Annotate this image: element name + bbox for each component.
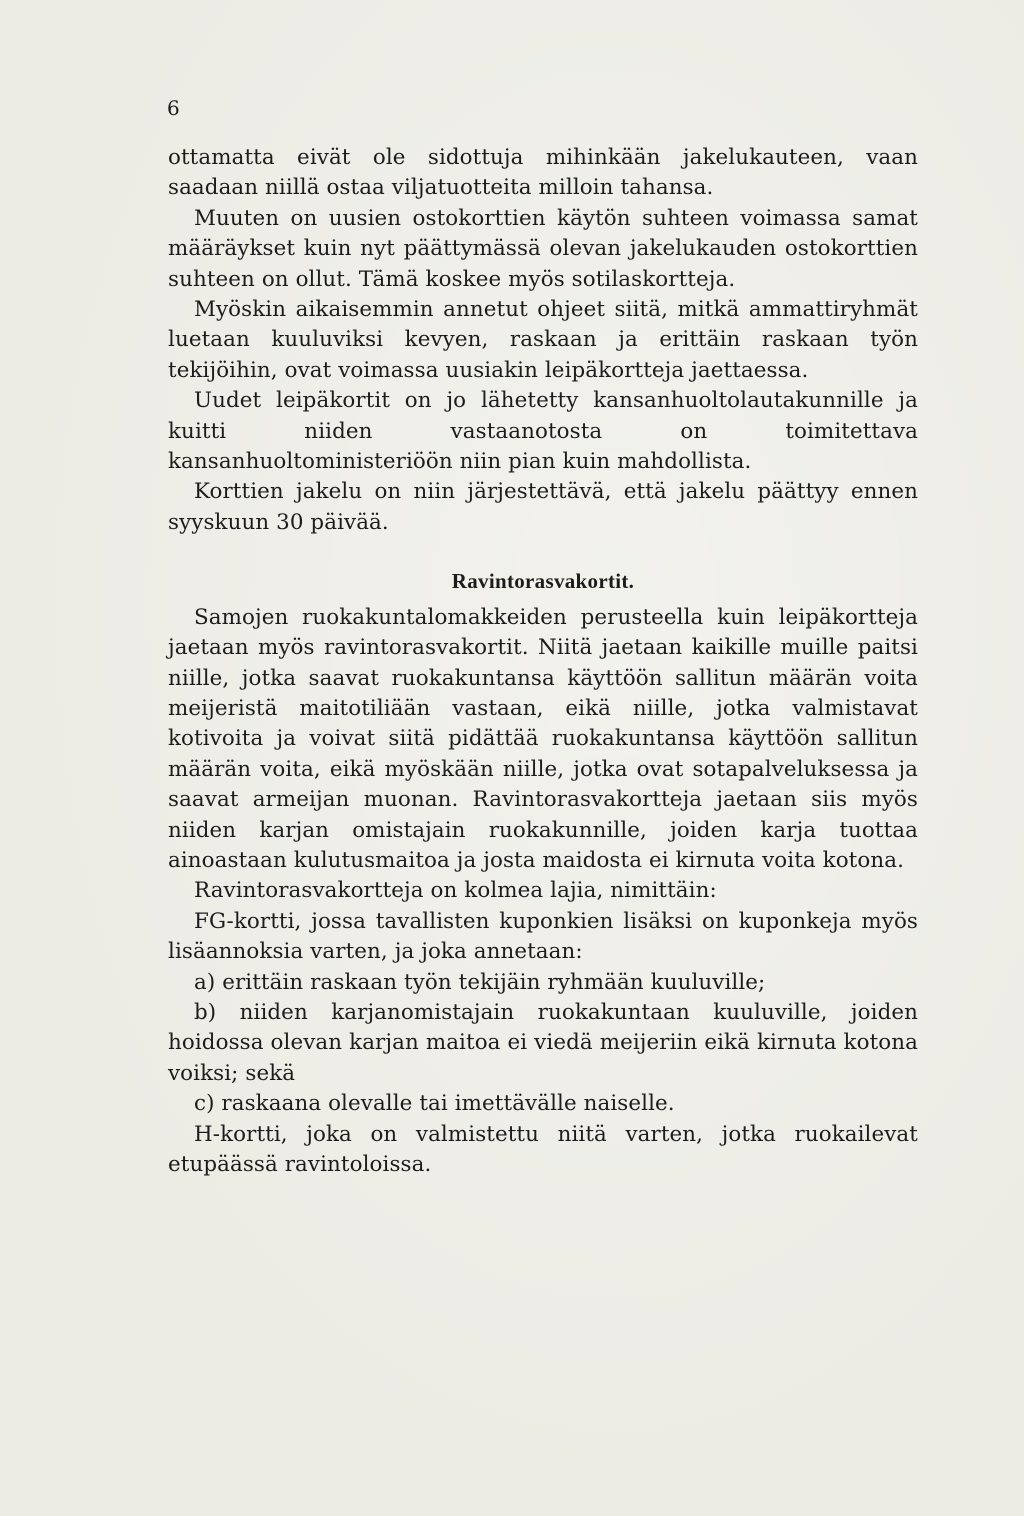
section-heading: Ravintorasvakortit. <box>451 569 635 594</box>
paragraph: Ravintorasvakortteja on kolmea lajia, nimittäin: <box>194 878 717 904</box>
paragraph: Samojen ruokakuntalomakkeiden perusteella kuin leipäkortteja jaetaan myös ravintorasvakortit. Niitä jaetaan kaikille muille paitsi niille, jotka saavat ruokakuntansa käyttöön sallitun määrän voita meijeristä maitotiliään vastaan, eikä niille, jotka valmistavat kotivoita ja voivat siitä pidättää ruokakuntansa käyttöön sallitun määrän voita, eikä myöskään niille, jotka ovat sotapalveluksessa ja saavat armeijan muonan. Ravintorasvakortteja jaetaan siis myös niiden karjan omistajain ruokakunnille, joiden karja tuottaa ainoastaan kulutusmaitoa ja josta maidosta ei kirnuta voita kotona. <box>168 604 918 873</box>
paragraph: Myöskin aikaisemmin annetut ohjeet siitä, mitkä ammattiryhmät luetaan kuuluviksi kevyen, raskaan ja erittäin raskaan työn tekijöihin, ovat voimassa uusiakin leipäkortteja jaettaessa. <box>168 297 918 383</box>
paragraph: FG-kortti, jossa tavallisten kuponkien lisäksi on kuponkeja myös lisäannoksia varten, ja joka annetaan: <box>168 908 918 965</box>
page-number: 6 <box>167 96 180 120</box>
list-item: c) raskaana olevalle tai imettävälle naiselle. <box>194 1091 675 1117</box>
paragraph: ottamatta eivät ole sidottuja mihinkään jakelukauteen, vaan saadaan niillä ostaa viljatuotteita milloin tahansa. <box>168 145 918 201</box>
paragraph: Muuten on uusien ostokorttien käytön suhteen voimassa samat määräykset kuin nyt päättymässä olevan jakelukauden ostokorttien suhteen on ollut. Tämä koskee myös sotilaskortteja. <box>168 205 918 292</box>
paragraph: H-kortti, joka on valmistettu niitä varten, jotka ruokailevat etupäässä ravintoloissa. <box>168 1121 918 1177</box>
paragraph: Uudet leipäkortit on jo lähetetty kansanhuoltolautakunnille ja kuitti niiden vastaanotosta on toimitettava kansanhuoltoministeriöön niin pian kuin mahdollista. <box>168 388 918 475</box>
list-item: b) niiden karjanomistajain ruokakuntaan kuuluville, joiden hoidossa olevan karjan maitoa ei viedä meijeriin eikä kirnuta kotona voiksi; sekä <box>168 999 918 1086</box>
body-text <box>168 143 918 1180</box>
paragraph: Korttien jakelu on niin järjestettävä, että jakelu päättyy ennen syyskuun 30 päivää. <box>168 479 918 535</box>
list-item: a) erittäin raskaan työn tekijäin ryhmään kuuluville; <box>194 969 766 995</box>
